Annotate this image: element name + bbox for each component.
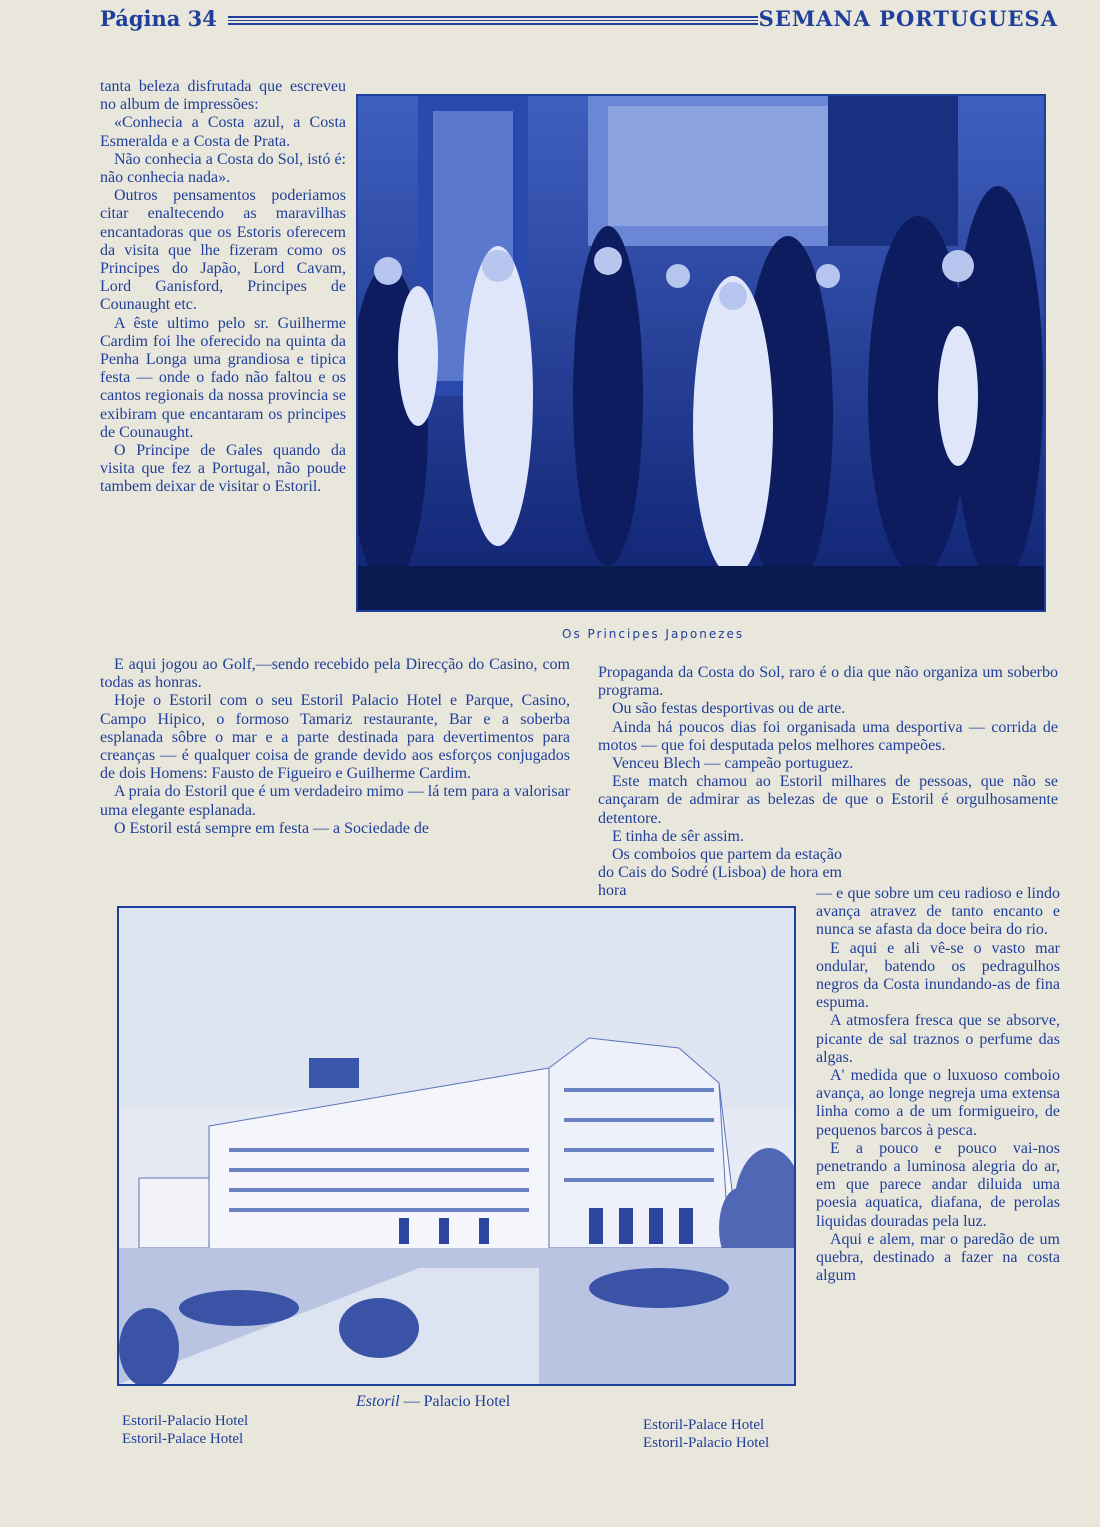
text-column-left — [100, 78, 346, 497]
paragraph: Não conhecia a Costa do Sol, istó é: não conhecia nada». — [100, 150, 346, 187]
caption-line: Estoril-Palace Hotel — [122, 1431, 244, 1447]
paragraph: A atmosfera fresca que se absorve, picante de sal traznos o perfume das algas. — [816, 1012, 1060, 1066]
paragraph: E aqui e ali vê-se o vasto mar ondular, batendo os pedragulhos negros da Costa inundando-as de fina espuma. — [816, 939, 1060, 1012]
paragraph: tanta beleza disfrutada que escreveu no album de impressões: — [100, 78, 346, 114]
caption-place: Estoril — [356, 1393, 400, 1410]
caption-rest: — Palacio Hotel — [399, 1393, 511, 1410]
paragraph: «Conhecia a Costa azul, a Costa Esmeralda e a Costa de Prata. — [100, 114, 346, 150]
paragraph: A praia do Estoril que é um verdadeiro mimo — lá tem para a valorisar uma elegante esplanada. — [100, 783, 570, 819]
photo-japanese-princes — [356, 94, 1046, 612]
paragraph: Aqui e alem, mar o paredão de um quebra, destinado a fazer na costa algum — [816, 1230, 1060, 1285]
header-rule — [228, 16, 758, 21]
text-column-mid-left — [100, 656, 570, 838]
paragraph: E a pouco e pouco vai-nos penetrando a luminosa alegria do ar, em que parece andar diluida uma poesia aquatica, diafana, de perolas liquidas douradas pela luz. — [816, 1139, 1060, 1230]
paragraph: Este match chamou ao Estoril milhares de pessoas, que não se cançaram de admirar as belezas de que o Estoril é orgulhosamente detentore. — [598, 773, 1058, 827]
paragraph: Ou são festas desportivas ou de arte. — [612, 700, 846, 718]
photo-palacio-hotel — [117, 906, 796, 1386]
paragraph: A êste ultimo pelo sr. Guilherme Cardim foi lhe oferecido na quinta da Penha Longa uma grandiosa e tipica festa — onde o fado não faltou e os cantos regionais da nossa provincia se exibiram que encantaram os principes de Counaught. — [100, 314, 346, 441]
photo-caption-hotel — [356, 1393, 510, 1411]
header-rule-lower — [228, 23, 758, 25]
photo-hotel-illustration — [119, 908, 794, 1384]
text-column-right — [816, 885, 1060, 1285]
publication-title: SEMANA PORTUGUESA — [758, 6, 1058, 31]
paragraph: Os comboios que partem da estação do Cais do Sodré (Lisboa) de hora em hora — [598, 846, 842, 900]
paragraph: O Principe de Gales quando da visita que fez a Portugal, não poude tambem deixar de visitar o Estoril. — [100, 442, 346, 496]
paragraph: Ainda há poucos dias foi organisada uma desportiva — corrida de motos — que foi desputada pelos melhores campeões. — [598, 718, 1058, 754]
paragraph: Hoje o Estoril com o seu Estoril Palacio Hotel e Parque, Casino, Campo Hipico, o formoso Tamariz restaurante, Bar e a soberba esplanada sôbre o mar e a parte destinada para devertimentos para creanças — é qualquer coisa de grande devido aos esforços conjugados de dois Homens: Fausto de Figueiro e Guilherme Cardim. — [100, 692, 570, 783]
bleed-caption-right — [643, 1416, 769, 1452]
paragraph: Venceu Blech — campeão portuguez. — [612, 755, 854, 773]
paragraph: Propaganda da Costa do Sol, raro é o dia que não organiza um soberbo programa. — [598, 664, 1058, 700]
photo-caption: Os Principes Japonezes — [562, 627, 745, 641]
paragraph: E aqui jogou ao Golf,—sendo recebido pela Direcção do Casino, com todas as honras. — [100, 656, 570, 692]
paragraph: — e que sobre um ceu radioso e lindo avança atravez de tanto encanto e nunca se afasta da doce beira do rio. — [816, 885, 1060, 939]
paragraph: Outros pensamentos poderiamos citar enaltecendo as maravilhas encantadoras que os Estoris oferecem da visita que lhe fizeram como os Principes do Japão, Lord Cavam, Lord Ganisford, Principes de Counaught etc. — [100, 187, 346, 314]
caption-line: Estoril-Palacio Hotel — [643, 1435, 770, 1451]
bleed-caption-left — [122, 1412, 248, 1448]
page-header — [100, 6, 1058, 34]
paragraph: O Estoril está sempre em festa — a Sociedade de — [114, 819, 429, 837]
text-column-mid-right — [598, 664, 1058, 901]
paragraph: A' medida que o luxuoso comboio avança, ao longe negreja uma extensa linha como a de um formigueiro, de pequenos barcos à pesca. — [816, 1067, 1060, 1139]
paragraph: E tinha de sêr assim. — [612, 827, 744, 845]
photo-princes-illustration — [358, 96, 1044, 610]
caption-line: Estoril-Palacio Hotel — [122, 1413, 249, 1429]
page-number: Página 34 — [100, 6, 217, 31]
caption-line: Estoril-Palace Hotel — [643, 1417, 765, 1433]
